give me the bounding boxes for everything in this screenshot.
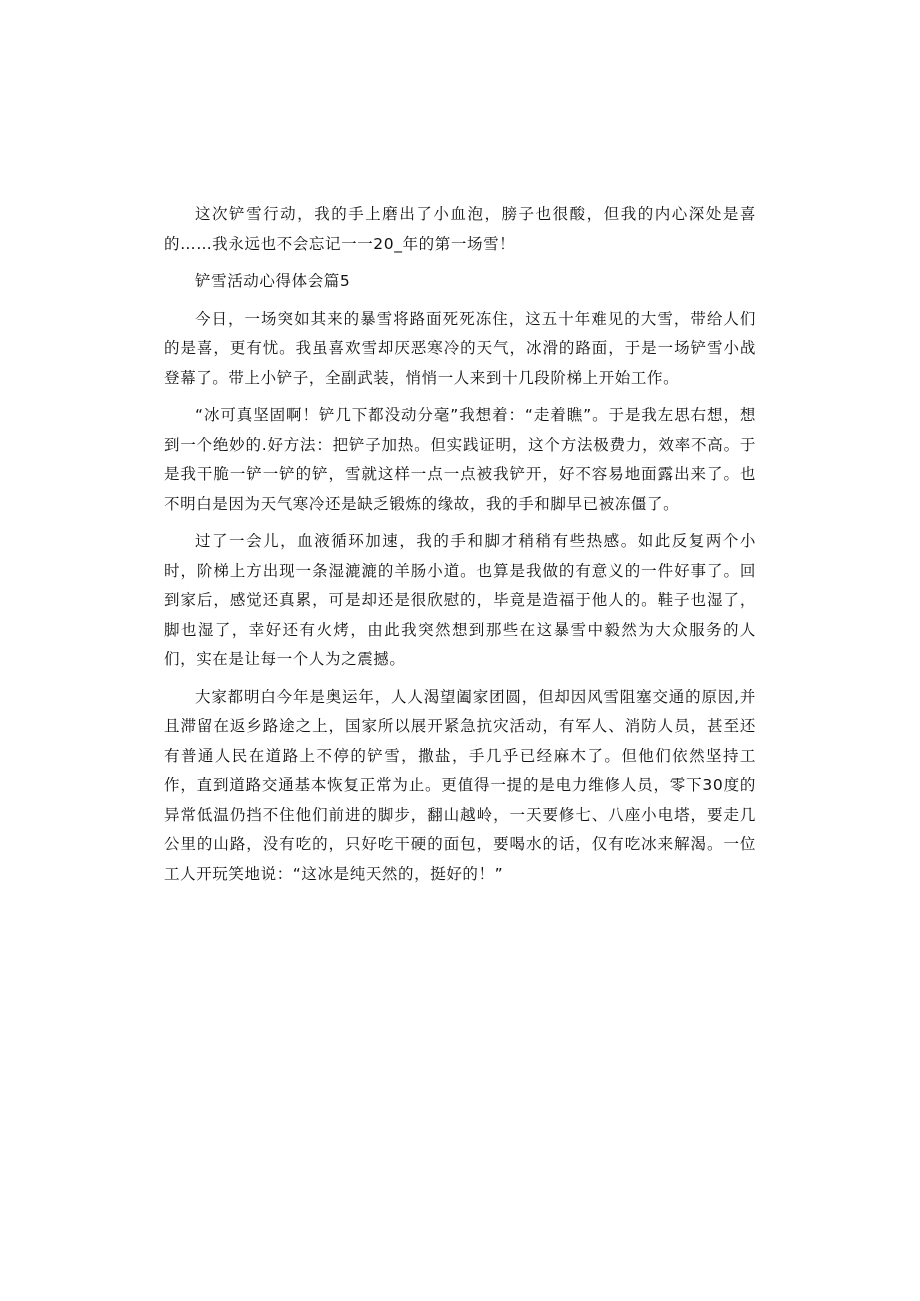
paragraph-intro: 这次铲雪行动，我的手上磨出了小血泡，膀子也很酸，但我的内心深处是喜的……我永远也不会忘记一一20_年的第一场雪！: [164, 205, 756, 253]
paragraph-1: 今日，一场突如其来的暴雪将路面死死冻住，这五十年难见的大雪，带给人们的是喜，更有忧。我虽喜欢雪却厌恶寒冷的天气，冰滑的路面，于是一场铲雪小战登幕了。带上小铲子，全副武装，悄悄一人来到十几段阶梯上开始工作。: [164, 309, 756, 387]
paragraph-3: 过了一会儿，血液循环加速，我的手和脚才稍稍有些热感。如此反复两个小时，阶梯上方出现一条湿漉漉的羊肠小道。也算是我做的有意义的一件好事了。回到家后，感觉还真累，可是却还是很欣慰的，毕竟是造福于他人的。鞋子也湿了，脚也湿了，幸好还有火烤，由此我突然想到那些在这暴雪中毅然为大众服务的人们，实在是让每一个人为之震撼。: [164, 532, 756, 668]
section-title: 铲雪活动心得体会篇5: [195, 272, 351, 290]
document-page: [164, 200, 756, 897]
paragraph-2: “冰可真坚固啊！铲几下都没动分毫”我想着：“走着瞧”。于是我左思右想，想到一个绝妙的.好方法：把铲子加热。但实践证明，这个方法极费力，效率不高。于是我干脆一铲一铲的铲，雪就这样一点一点被我铲开，好不容易地面露出来了。也不明白是因为天气寒冷还是缺乏锻炼的缘故，我的手和脚早已被冻僵了。: [164, 406, 756, 513]
paragraph-4: 大家都明白今年是奥运年，人人渴望阖家团圆，但却因风雪阻塞交通的原因,并且滞留在返乡路途之上，国家所以展开紧急抗灾活动，有军人、消防人员，甚至还有普通人民在道路上不停的铲雪，撒盐，手几乎已经麻木了。但他们依然坚持工作，直到道路交通基本恢复正常为止。更值得一提的是电力维修人员，零下30度的异常低温仍挡不住他们前进的脚步，翻山越岭，一天要修七、八座小电塔，要走几公里的山路，没有吃的，只好吃干硬的面包，要喝水的话，仅有吃冰来解渴。一位工人开玩笑地说：“这冰是纯天然的，挺好的！”: [164, 687, 756, 883]
